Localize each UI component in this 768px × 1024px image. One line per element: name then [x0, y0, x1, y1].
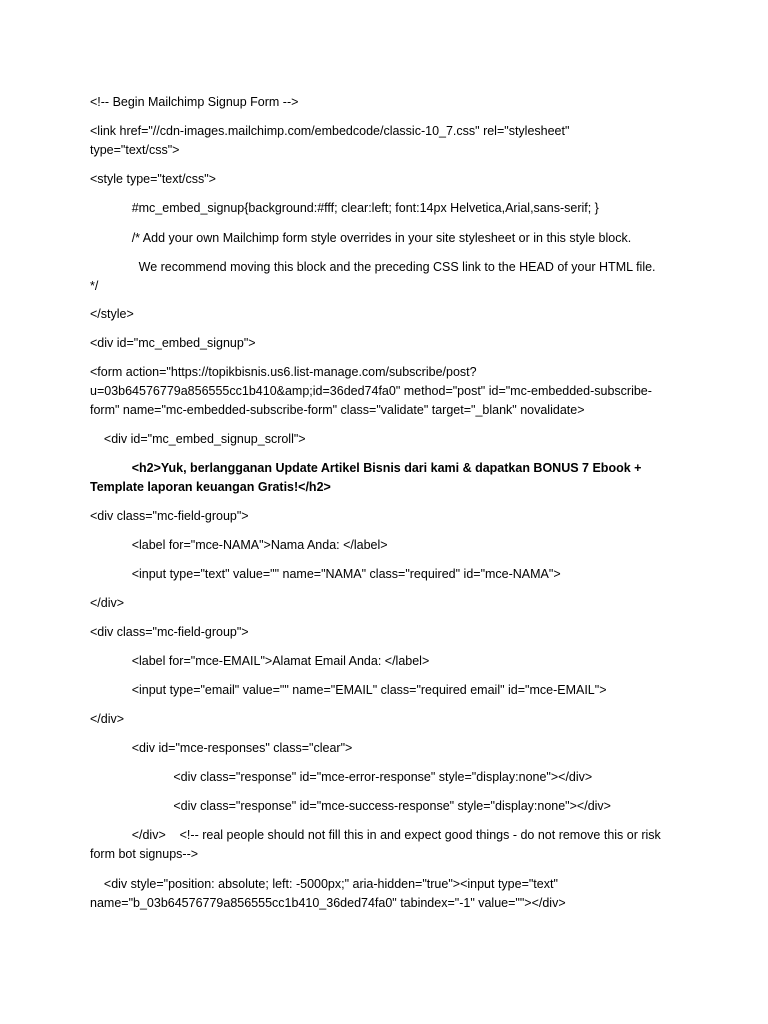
doc-line-css-comment-cont: We recommend moving this block and the preceding CSS link to the HEAD of your HTML file. */: [90, 260, 656, 293]
doc-line-hidden-input: <div style="position: absolute; left: -5000px;" aria-hidden="true"><input type="text" name="b_03b64576779a856555cc1b410_36ded74fa0" tabindex="-1" value=""></div>: [90, 877, 566, 910]
doc-line-css-comment: /* Add your own Mailchimp form style overrides in your site stylesheet or in this style block.: [90, 231, 632, 245]
doc-line-field-group-email: <div class="mc-field-group">: [90, 625, 249, 639]
doc-line-style-open: <style type="text/css">: [90, 172, 216, 186]
doc-line-input-nama: <input type="text" value="" name="NAMA" class="required" id="mce-NAMA">: [90, 567, 561, 581]
doc-line-mailchimp-comment: <!-- Begin Mailchimp Signup Form -->: [90, 95, 299, 109]
doc-line-form-open: <form action="https://topikbisnis.us6.list-manage.com/subscribe/post? u=03b64576779a856555cc1b410&amp;id=36ded74fa0" method="post" id="mc-embedded-subscribe- form" name="mc-embedded-subscribe-form" class="validate" target="_blank" novalidate>: [90, 365, 652, 417]
doc-line-div-signup-scroll: <div id="mc_embed_signup_scroll">: [90, 432, 306, 446]
doc-line-label-nama: <label for="mce-NAMA">Nama Anda: </label>: [90, 538, 388, 552]
doc-line-css-rule: #mc_embed_signup{background:#fff; clear:left; font:14px Helvetica,Arial,sans-serif; }: [90, 201, 599, 215]
doc-line-div-embed-signup: <div id="mc_embed_signup">: [90, 336, 256, 350]
doc-line-div-close-1: </div>: [90, 596, 125, 610]
doc-line-div-close-2: </div>: [90, 712, 125, 726]
doc-line-success-response: <div class="response" id="mce-success-response" style="display:none"></div>: [90, 799, 611, 813]
doc-line-field-group-nama: <div class="mc-field-group">: [90, 509, 249, 523]
doc-line-input-email: <input type="email" value="" name="EMAIL" class="required email" id="mce-EMAIL">: [90, 683, 607, 697]
doc-line-link-stylesheet: <link href="//cdn-images.mailchimp.com/embedcode/classic-10_7.css" rel="stylesheet" type="text/css">: [90, 124, 570, 157]
doc-line-error-response: <div class="response" id="mce-error-response" style="display:none"></div>: [90, 770, 593, 784]
doc-line-div-responses: <div id="mce-responses" class="clear">: [90, 741, 353, 755]
doc-line-style-close: </style>: [90, 307, 134, 321]
doc-line-bot-comment: </div> <!-- real people should not fill this in and expect good things - do not remove this or risk form bot signups-->: [90, 828, 661, 861]
doc-line-h2-heading: <h2>Yuk, berlangganan Update Artikel Bisnis dari kami & dapatkan BONUS 7 Ebook + Template laporan keuangan Gratis!</h2>: [90, 461, 642, 494]
doc-line-label-email: <label for="mce-EMAIL">Alamat Email Anda: </label>: [90, 654, 430, 668]
